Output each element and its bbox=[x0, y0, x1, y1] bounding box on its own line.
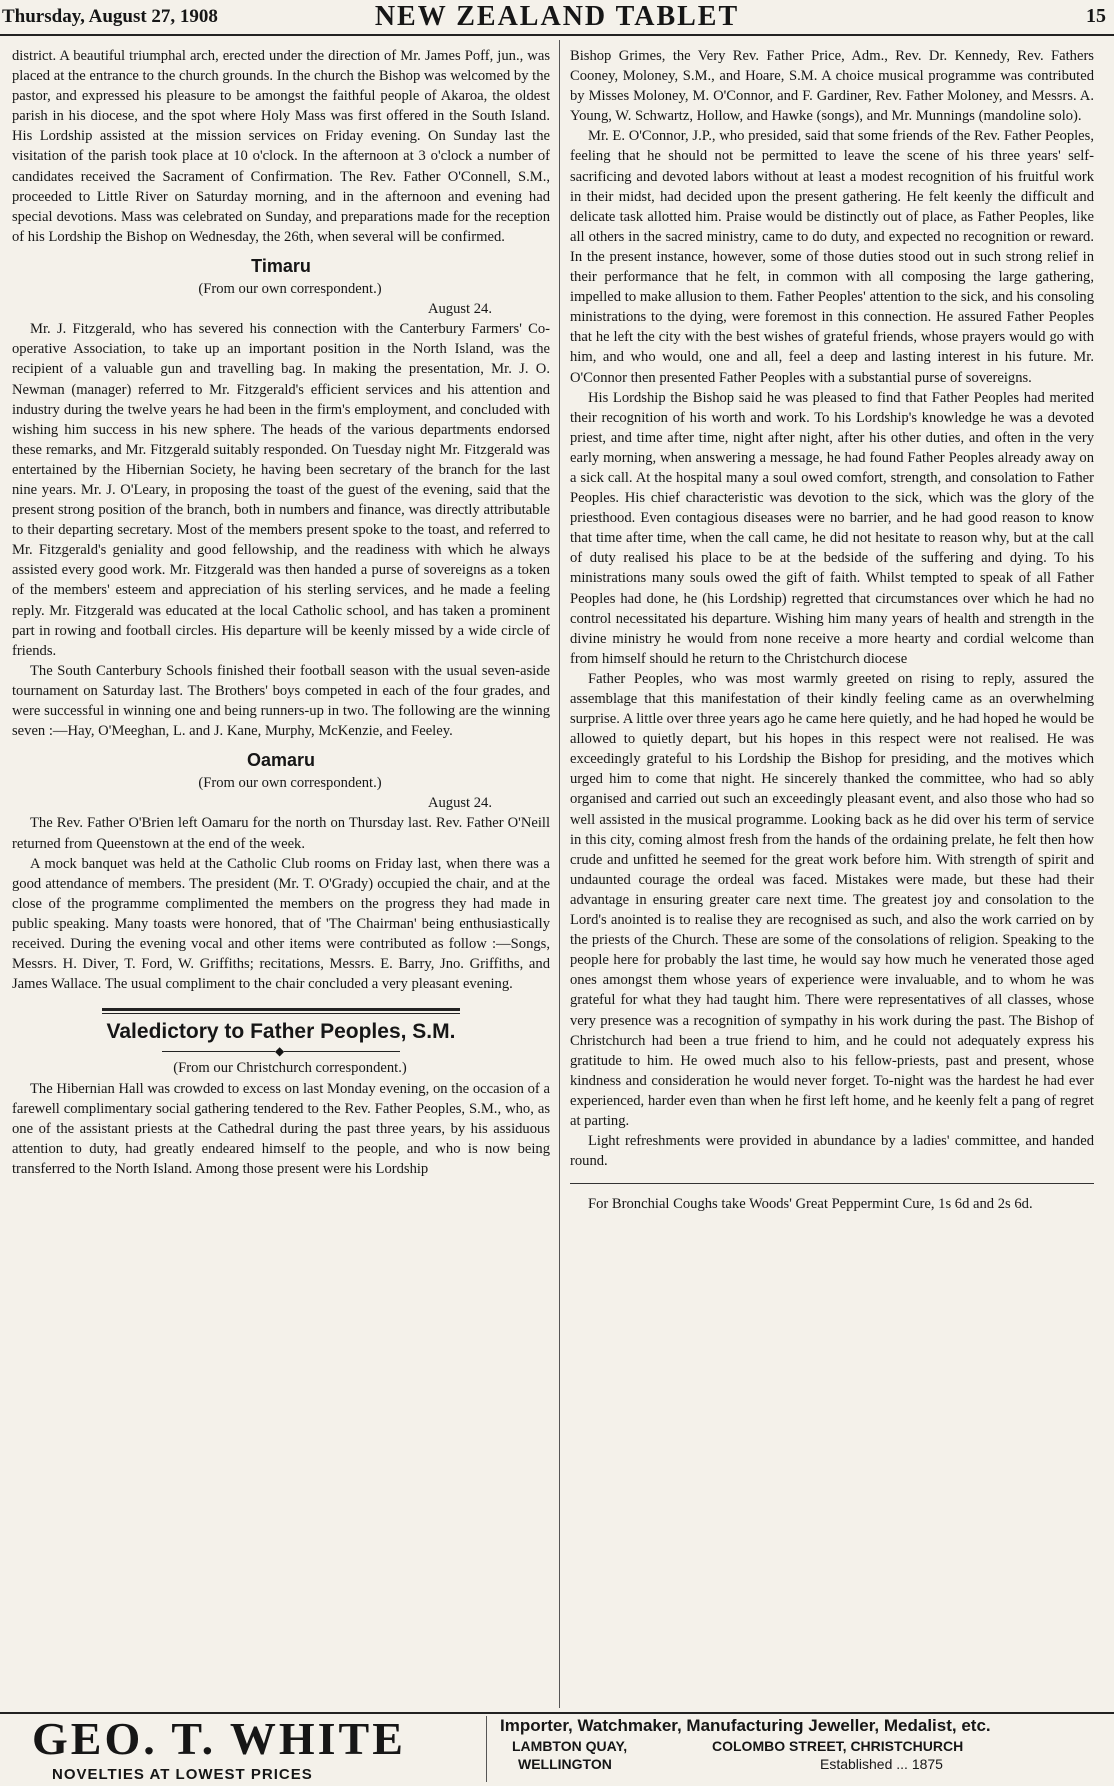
oamaru-paragraph: A mock banquet was held at the Catholic Club rooms on Friday last, when there was a good attendance of members. The president (Mr. T. O'Grady) occupied the chair, and at the close of the programme complimented the members on the progress they had made in public speaking. Many toasts were honored, that of 'The Chairman' being enthusiastically received. During the evening vocal and other items were contributed as follow :—Songs, Messrs. H. Diver, T. Ford, W. Griffiths; recitations, Messrs. E. Barry, Jno. Griffiths, and James Wallace. The usual compliment to the chair concluded a very pleasant evening. bbox=[12, 855, 550, 993]
bishop-paragraph: His Lordship the Bishop said he was pleased to find that Father Peoples had merited their recognition of his worth and work. To his Lordship's knowledge he was a devoted priest, and time after time, night after night, after his other duties, and often in the very early morning, when answering a message, he had found Father Peoples already away on a sick call. At the hospital many a soul owed comfort, strength, and consolation to Father Peoples. His chief characteristic was devotion to the sick, which was the glory of the priesthood. Even contagious diseases were no barrier, and he had good reason to know that time after time, when the call came, he did not hesitate to reason why, but at the call of duty realised his place to be at the bedside of the suffering and dying. To his ministrations many souls owed the gift of faith. Whilst tempted to speak of all Father Peoples had done, he (his Lordship) regretted that circumstances over which he had no control necessitated his departure. Wishing him many years of health and strength in the divine ministry he would from none receive a more hearty and cordial welcome than from himself should he return to the Christchurch diocese bbox=[570, 389, 1094, 667]
oamaru-heading: Oamaru bbox=[246, 750, 316, 771]
newspaper-title: NEW ZEALAND TABLET bbox=[374, 1, 740, 32]
valedictory-paragraph: The Hibernian Hall was crowded to excess on last Monday evening, on the occasion of a farewell complimentary social gathering tendered to the Rev. Father Peoples, S.M., who, as one of the assistant priests at the Cathedral during the past three years, by his assiduous attention to duty, had greatly endeared himself to the people, and who is now being transferred to the North Island. Among those present were his Lordship bbox=[12, 1080, 550, 1177]
section-double-rule bbox=[102, 1008, 460, 1014]
established-year: Established ... 1875 bbox=[820, 1756, 943, 1772]
father-peoples-paragraph: Father Peoples, who was most warmly greeted on rising to reply, assured the assemblage that this manifestation of their kindly feeling came as an overwhelming surprise. A little over three years ago he came here quietly, and he had hoped he would be allowed to quietly depart, but his hopes in this respect were not realised. He was exceedingly grateful to his Lordship the Bishop for presiding, and the motives which urged him to come that night. He sincerely thanked the committee, who had so ably organised and carried out such an exceedingly pleasant event, and also those who had so well assisted in the musical programme. Looking back as he did over his term of service in this city, coming almost fresh from the hands of the ordaining prelate, he felt then how crude and unfitted he seemed for the great work before him. With strength of spirit and undaunted courage the ordeal was faced. Mistakes were made, but these had their advantage in ensuring greater care next time. The greatest joy and consolation to the Lord's anointed is to realise they are recognised as such, and also the work carried on by the priests of the Church. These are some of the consolations of religion. Speaking to the people here for probably the last time, he would say how much he venerated those aged ones amongst them whose years of experience were invaluable, and to whom he was grateful for what they had taught him. There were representatives of all classes, whose very presence was a recognition of sympathy in his work during the past. The Bishop of Christchurch had been a true friend to him, and he could not adequately express his gratitude to him. He owed much also to his fellow-priests, past and present, whose kindness and consideration he would never forget. To-night was the hardest he had ever experienced, harder even than when he first left home, and he keenly felt a pang of regret at parting. bbox=[570, 670, 1094, 1129]
valedictory-continuation: Bishop Grimes, the Very Rev. Father Price, Adm., Rev. Dr. Kennedy, Rev. Fathers Cooney, Moloney, S.M., and Hoare, S.M. A choice musical programme was contributed by Misses Moloney, M. O'Connor, and F. Gardiner, Rev. Father Moloney, and Messrs. A. Young, W. Schwartz, Hollow, and Hawke (songs), and Mr. Munnings (mandoline solo). bbox=[570, 48, 1094, 125]
advert-rule bbox=[570, 1183, 1094, 1184]
address-lambton: LAMBTON QUAY, bbox=[512, 1738, 628, 1754]
timaru-correspondent: (From our own correspondent.) bbox=[198, 281, 382, 298]
peppermint-cure-advert: For Bronchial Coughs take Woods' Great Peppermint Cure, 1s 6d and 2s 6d. bbox=[588, 1196, 1033, 1213]
timaru-heading: Timaru bbox=[251, 255, 311, 276]
page-number: 15 bbox=[1086, 5, 1106, 27]
oamaru-date: August 24. bbox=[427, 795, 492, 812]
timaru-paragraph: The South Canterbury Schools finished their football season with the usual seven-aside tournament on Saturday last. The Brothers' boys competed in each of the four grades, and were successful in winning one and being runners-up in two. The following are the winning seven :—Hay, O'Meeghan, L. and J. Kane, Murphy, McKenzie, and Feeley. bbox=[12, 662, 550, 740]
address-colombo: COLOMBO STREET, CHRISTCHURCH bbox=[712, 1738, 964, 1754]
oamaru-paragraph: The Rev. Father O'Brien left Oamaru for the north on Thursday last. Rev. Father O'Neill returned from Queenstown at the end of the week. bbox=[12, 815, 550, 852]
issue-date: Thursday, August 27, 1908 bbox=[2, 6, 218, 27]
oamaru-correspondent: (From our own correspondent.) bbox=[198, 775, 382, 792]
refreshments-paragraph: Light refreshments were provided in abundance by a ladies' committee, and handed round. bbox=[570, 1133, 1094, 1170]
right-column bbox=[570, 46, 1094, 1706]
oconnor-paragraph: Mr. E. O'Connor, J.P., who presided, said that some friends of the Rev. Father Peoples, feeling that he should not be permitted to leave the scene of his three years' self-sacrificing and devoted labors without at least a modest recognition of his fruitful work in their midst, had decided upon the present gathering. He felt keenly the difficult and delicate task allotted him. Praise would be distinctly out of place, as Father Peoples, like all others in the sacred ministry, came to do duty, and expected no recognition or reward. In the present instance, however, some of those duties stood out in such strong relief in their performance that he felt, in common with all composing the large gathering, impelled to make allusion to them. Father Peoples' attention to the sick, and his consoling ministrations to the dying, were foremost in this connection. He assured Father Peoples that he left the city with the best wishes of grateful friends, whose prayers would go with him, and who would, one and all, feel a deep and lasting interest in his future. Mr. O'Connor then presented Father Peoples with a substantial purse of sovereigns. bbox=[570, 128, 1094, 386]
footer-advert bbox=[0, 1712, 1114, 1786]
timaru-paragraph: Mr. J. Fitzgerald, who has severed his connection with the Canterbury Farmers' Co-operative Association, to take up an important position in the North Island, was the recipient of a valuable gun and travelling bag. In making the presentation, Mr. J. O. Newman (manager) referred to Mr. Fitzgerald's efficient services and his attention and industry during the twelve years he had been in the firm's employment, and concluded with wishing him success in his new sphere. The heads of the various departments endorsed these remarks, and Mr. Fitzgerald suitably responded. On Tuesday night Mr. Fitzgerald was entertained by the Hibernian Society, he having been secretary of the branch for the last nine years. Mr. J. O'Leary, in proposing the toast of the guest of the evening, said that the present strong position of the branch, both in numbers and finance, was directly attributable to their departing secretary. Most of the members present spoke to the toast, and referred to Mr. Fitzgerald's geniality and good fellowship, and the readiness with which he always assisted every good work. Mr. Fitzgerald was then handed a purse of sovereigns as a token of the members' esteem and appreciation of his sterling services, and he made a feeling reply. Mr. Fitzgerald was educated at the local Catholic school, and has taken a prominent part in rowing and football circles. His departure will be keenly missed by a wide circle of friends. bbox=[12, 321, 550, 659]
advertiser-trades: Importer, Watchmaker, Manufacturing Jeweller, Medalist, etc. bbox=[500, 1716, 991, 1735]
column-divider bbox=[559, 40, 560, 1708]
left-column bbox=[12, 46, 550, 1706]
masthead bbox=[0, 0, 1114, 34]
advertiser-tagline: NOVELTIES AT LOWEST PRICES bbox=[52, 1766, 313, 1783]
valedictory-correspondent: (From our Christchurch correspondent.) bbox=[173, 1060, 407, 1077]
address-wellington: WELLINGTON bbox=[518, 1756, 612, 1772]
akaroa-continuation: district. A beautiful triumphal arch, erected under the direction of Mr. James Poff, jun., was placed at the entrance to the church grounds. In the church the Bishop was welcomed by the pastor, and expressed his pleasure to be amongst the faithful people of Akaroa, the oldest parish in his diocese, and the spot where Holy Mass was first offered in the South Island. His Lordship assisted at the mission services on Friday evening. On Sunday last the visitation of the parish took place at 10 o'clock. In the afternoon at 3 o'clock a number of candidates received the Sacrament of Confirmation. The Rev. Father O'Connell, S.M., proceeded to Little River on Saturday morning, and in the afternoon and evening had special devotions. Mass was celebrated on Sunday, and preparations made for the reception of his Lordship the Bishop on Wednesday, the 26th, when several will be confirmed. bbox=[12, 48, 550, 245]
diamond-rule bbox=[162, 1044, 400, 1058]
masthead-rule bbox=[0, 34, 1114, 36]
valedictory-heading: Valedictory to Father Peoples, S.M. bbox=[106, 1020, 456, 1044]
diamond-ornament-icon: ◆ bbox=[275, 1044, 285, 1059]
timaru-date: August 24. bbox=[427, 301, 492, 318]
footer-divider bbox=[486, 1716, 487, 1782]
advertiser-name: GEO. T. WHITE bbox=[32, 1713, 406, 1764]
